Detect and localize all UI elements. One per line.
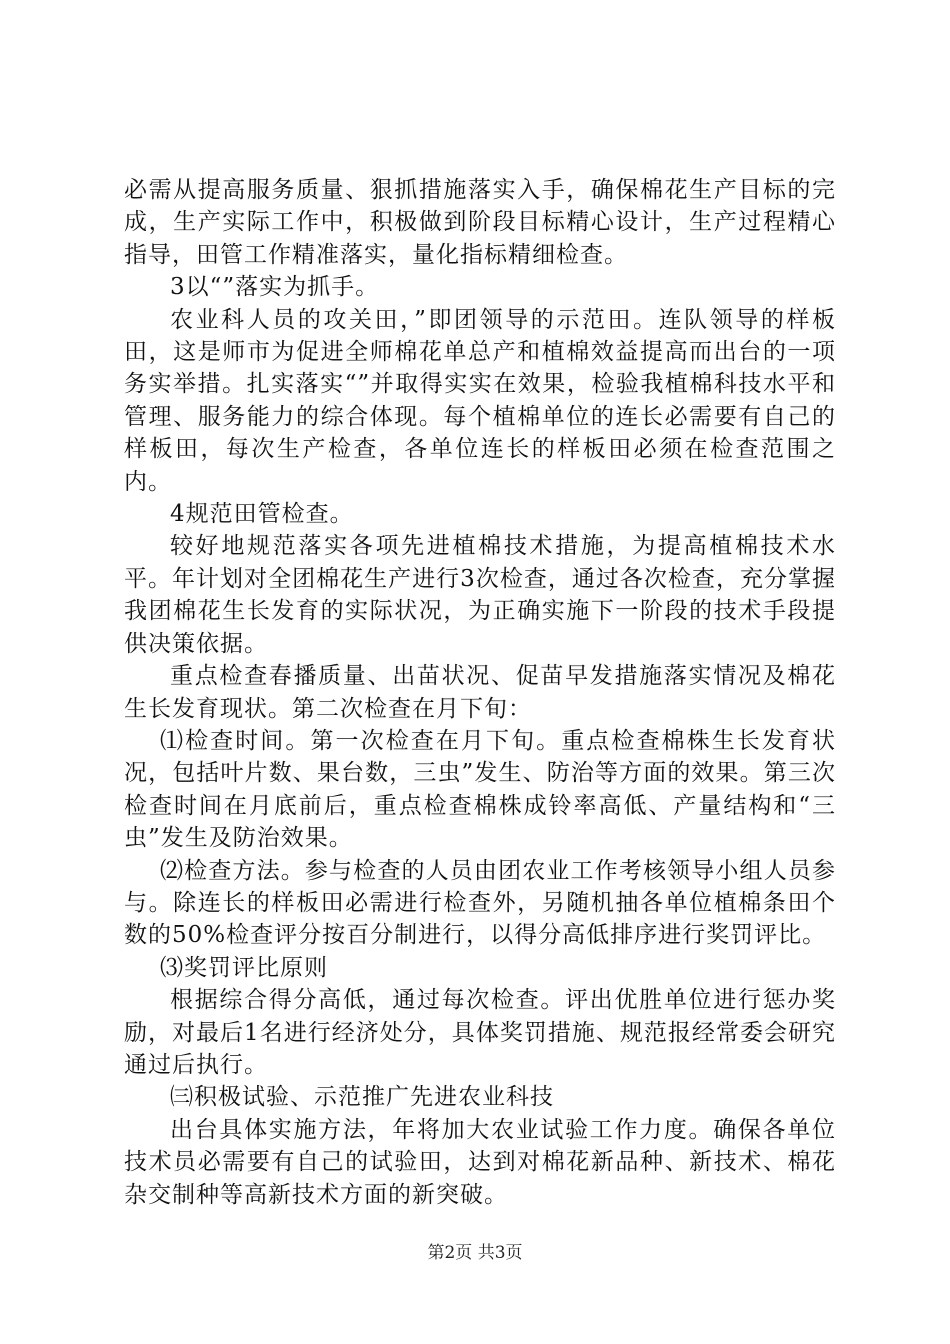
page-footer: 第2页 共3页 — [427, 1243, 523, 1263]
heading-item-3: 3以“”落实为抓手。 — [170, 274, 380, 301]
paragraph-demo-fields: 农业科人员的攻关田，”即团领导的示范田。连队领导的样板田，这是师市为促进全师棉花单总产和植棉效益提高而出台的一项务实举措。扎实落实“”并取得实实在效果，检验我植棉科技水平和管理、服务能力的综合体现。每个植棉单位的连长必需要有自己的样板田，每次生产检查，各单位连长的样板田必须在检查范围之内。 — [124, 306, 836, 495]
heading-reward-principle: ⑶奖罚评比原则 — [160, 954, 328, 981]
paragraph-inspection-focus: 重点检查春播质量、出苗状况、促苗早发措施落实情况及棉花生长发育现状。第二次检查在月下旬： — [124, 663, 836, 722]
paragraph-experiments: 出台具体实施方法，年将加大农业试验工作力度。确保各单位技术员必需要有自己的试验田，达到对棉花新品种、新技术、棉花杂交制种等高新技术方面的新突破。 — [124, 1116, 836, 1208]
paragraph-inspection-plan: 较好地规范落实各项先进植棉技术措施，为提高植棉技术水平。年计划对全团棉花生产进行3次检查，通过各次检查，充分掌握我团棉花生长发育的实际状况，为正确实施下一阶段的技术手段提供决策依据。 — [124, 533, 836, 657]
paragraph-inspection-time: ⑴检查时间。第一次检查在月下旬。重点检查棉株生长发育状况，包括叶片数、果台数，三虫”发生、防治等方面的效果。第三次检查时间在月底前后，重点检查棉株成铃率高低、产量结构和“三虫”发生及防治效果。 — [124, 727, 836, 852]
paragraph-inspection-method: ⑵检查方法。参与检查的人员由团农业工作考核领导小组人员参与。除连长的样板田必需进行检查外，另随机抽各单位植棉条田个数的50%检查评分按百分制进行，以得分高低排序进行奖罚评比。 — [124, 857, 836, 949]
paragraph-reward-details: 根据综合得分高低，通过每次检查。评出优胜单位进行惩办奖励，对最后1名进行经济处分，具体奖罚措施、规范报经常委会研究通过后执行。 — [124, 987, 836, 1078]
heading-item-4: 4规范田管检查。 — [170, 501, 354, 528]
paragraph-continuation: 必需从提高服务质量、狠抓措施落实入手，确保棉花生产目标的完成，生产实际工作中，积极做到阶段目标精心设计，生产过程精心指导，田管工作精准落实，量化指标精细检查。 — [124, 177, 836, 268]
document-body — [124, 174, 836, 1211]
heading-section-3: ㈢积极试验、示范推广先进农业科技 — [170, 1084, 554, 1111]
